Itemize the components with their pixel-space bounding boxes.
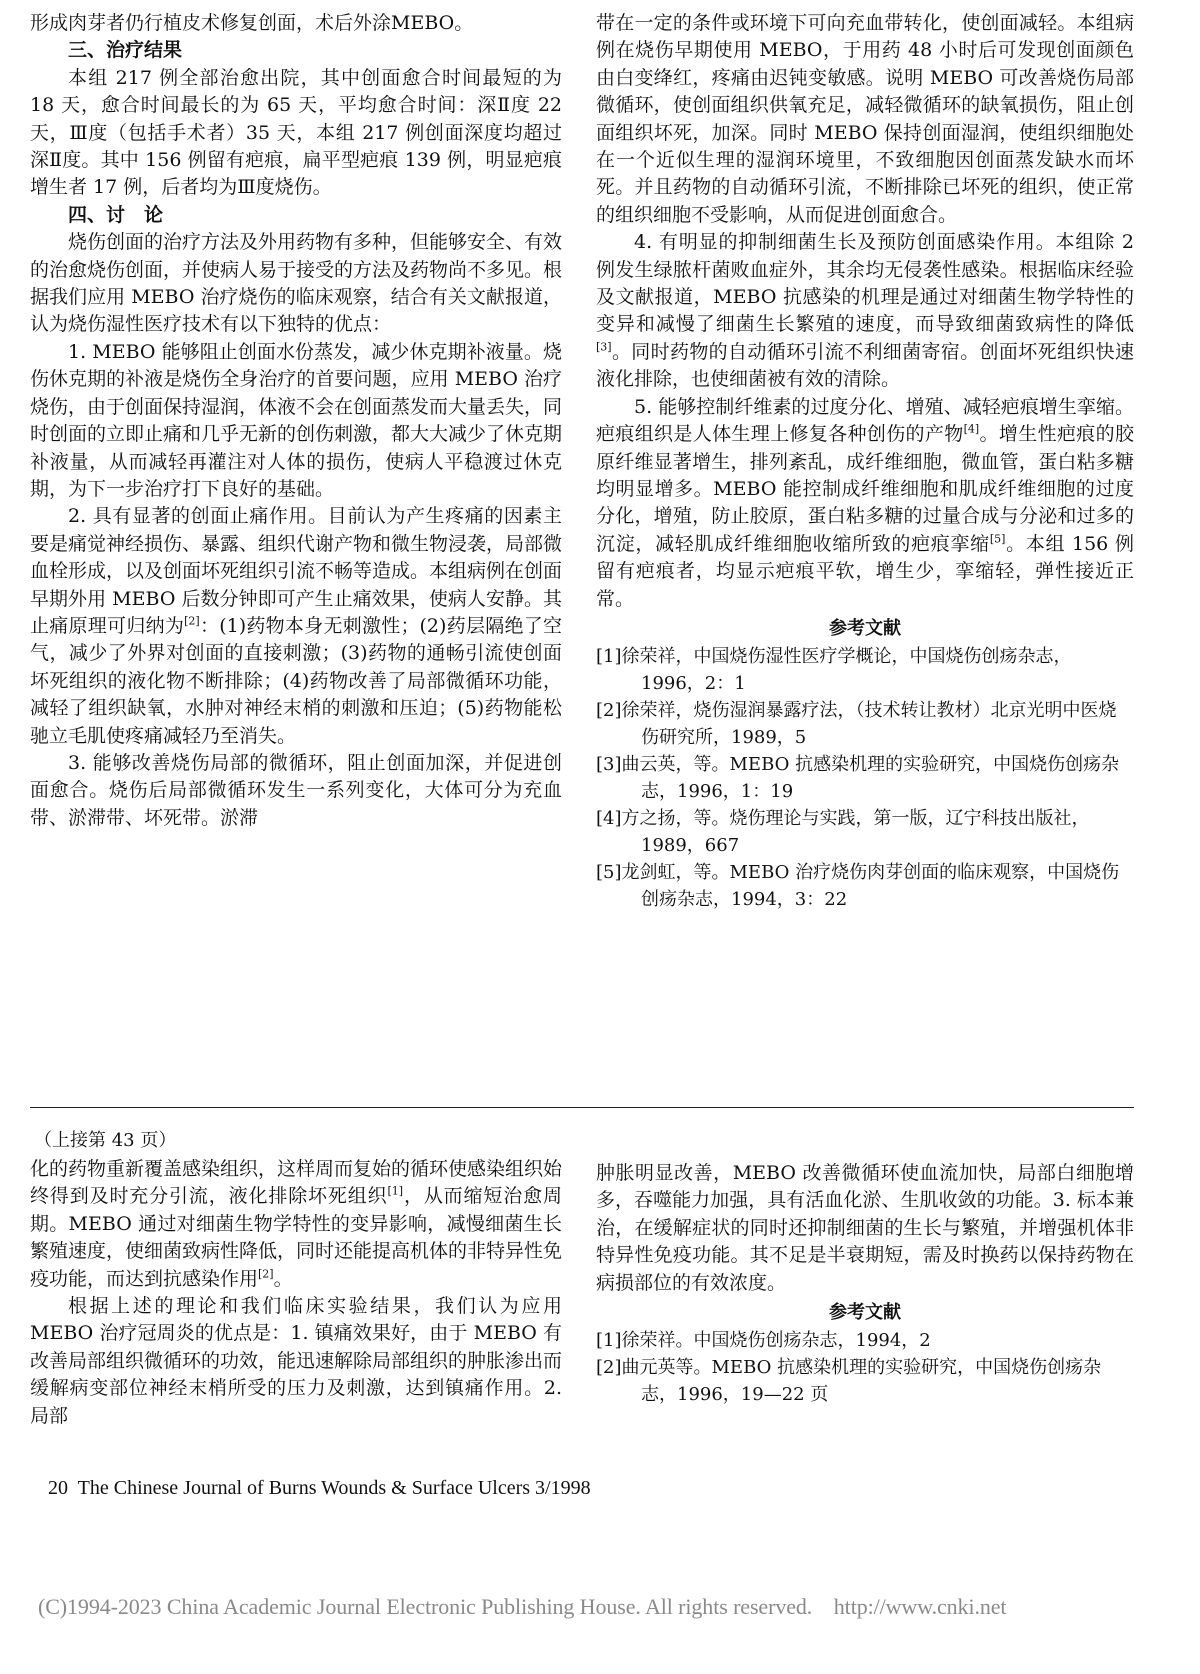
body-paragraph [30, 503, 562, 750]
text-run: 2. 具有显著的创面止痛作用。目前认为产生疼痛的因素主要是痛觉神经损伤、暴露、组织代谢产物和微生物浸袭，局部微血栓形成，以及创面坏死组织引流不畅等造成。本组病例在创面早期外用 MEBO 后数分钟即可产生止痛效果，使病人安静。其止痛原理可归纳为 [30, 505, 563, 637]
reference-item: [5]龙剑虹，等。MEBO 治疗烧伤肉芽创面的临床观察，中国烧伤创疡杂志，1994，3：22 [596, 862, 1120, 911]
citation-marker: [3] [596, 340, 612, 354]
body-paragraph: 3. 能够改善烧伤局部的微循环，阻止创面加深，并促进创面愈合。烧伤后局部微循环发生一系列变化，大体可分为充血带、淤滞带、坏死带。淤滞 [30, 751, 562, 829]
text-run: ，从而缩短治愈周期。MEBO 通过对细菌生物学特性的变异影响，减慢细菌生长繁殖速度，使细菌致病性降低，同时还能提高机体的非特异性免疫功能，而达到抗感染作用 [30, 1185, 563, 1290]
section-heading: 四、讨 论 [68, 203, 164, 226]
continued-from-note: （上接第 43 页） [34, 1130, 177, 1151]
references-heading: 参考文献 [829, 1302, 901, 1324]
body-paragraph: 烧伤创面的治疗方法及外用药物有多种，但能够安全、有效的治愈烧伤创面，并使病人易于接受的方法及药物尚不多见。根据我们应用 MEBO 治疗烧伤的临床观察，结合有关文献报道，认为烧伤湿性医疗技术有以下独特的优点： [30, 231, 563, 336]
body-paragraph: 带在一定的条件或环境下可向充血带转化，使创面减轻。本组病例在烧伤早期使用 MEBO，于用药 48 小时后可发现创面颜色由白变绛红，疼痛由迟钝变敏感。说明 MEBO 可改善烧伤局部微循环，使创面组织供氧充足，减轻微循环的缺氧损伤，阻止创面组织坏死，加深。同时 MEBO 保持创面湿润，使组织细胞处在一个近似生理的湿润环境里，不致细胞因创面蒸发缺水而坏死。并且药物的自动循环引流，不断排除已坏死的组织，使正常的组织细胞不受影响，从而促进创面愈合。 [596, 12, 1134, 226]
body-paragraph: 形成肉芽者仍行植皮术修复创面，术后外涂MEBO。 [30, 12, 474, 34]
reference-item: [2]曲元英等。MEBO 抗感染机理的实验研究，中国烧伤创疡杂志，1996，19—22 页 [596, 1357, 1102, 1406]
continued-column-right [596, 1160, 1134, 1408]
reference-item: [2]徐荣祥，烧伤湿润暴露疗法，（技术转让教材）北京光明中医烧伤研究所，1989，5 [596, 700, 1117, 749]
body-paragraph [596, 394, 1134, 613]
citation-marker: [5] [989, 532, 1006, 546]
article-column-right [596, 10, 1134, 913]
citation-marker: [4] [963, 422, 980, 436]
references-heading: 参考文献 [829, 617, 901, 639]
reference-item: [4]方之扬，等。烧伤理论与实践，第一版，辽宁科技出版社，1989，667 [596, 808, 1090, 857]
copyright-notice: (C)1994-2023 China Academic Journal Electronic Publishing House. All rights reserved. http://www.cnki.net [38, 1594, 1007, 1619]
section-heading: 三、治疗结果 [68, 39, 183, 62]
text-run: 。同时药物的自动循环引流不利细菌寄宿。创面坏死组织快速液化排除，也使细菌被有效的清除。 [596, 340, 1134, 391]
reference-item: [3]曲云英，等。MEBO 抗感染机理的实验研究，中国烧伤创疡杂志，1996，1：19 [596, 754, 1120, 803]
text-run: 4. 有明显的抑制细菌生长及预防创面感染作用。本组除 2 例发生绿脓杆菌败血症外，其余均无侵袭性感染。根据临床经验及文献报道，MEBO 抗感染的机理是通过对细菌生物学特性的变异和减慢了细菌生长繁殖的速度，而导致细菌致病性的降低 [596, 231, 1134, 336]
body-paragraph: 1. MEBO 能够阻止创面水份蒸发，减少休克期补液量。烧伤休克期的补液是烧伤全身治疗的首要问题，应用 MEBO 治疗烧伤，由于创面保持湿润，体液不会在创面蒸发而大量丢失，同时创面的立即止痛和几乎无新的创伤刺激，都大大减少了休克期补液量，从而减轻再灌注对人体的损伤，使病人平稳渡过休克期，为下一步治疗打下良好的基础。 [30, 340, 563, 500]
citation-marker: [1] [387, 1185, 404, 1199]
reference-item: [1]徐荣祥，中国烧伤湿性医疗学概论，中国烧伤创疡杂志，1996，2：1 [596, 646, 1072, 695]
text-run: 。 [273, 1267, 293, 1290]
citation-marker: [2] [184, 614, 200, 628]
article-column-left [30, 10, 562, 832]
reference-list [596, 1327, 1134, 1408]
body-paragraph: 肿胀明显改善，MEBO 改善微循环使血流加快，局部白细胞增多，吞噬能力加强，具有活血化淤、生肌收敛的功能。3. 标本兼治，在缓解症状的同时还抑制细菌的生长与繁殖，并增强机体非特异性免疫功能。其不足是半衰期短，需及时换药以保持药物在病损部位的有效浓度。 [596, 1162, 1134, 1294]
body-paragraph: 根据上述的理论和我们临床实验结果，我们认为应用 MEBO 治疗冠周炎的优点是：1. 镇痛效果好，由于 MEBO 有改善局部组织微循环的功效，能迅速解除局部组织的肿胀渗出而缓解病变部位神经末梢所受的压力及刺激，达到镇痛作用。2. 局部 [30, 1295, 563, 1427]
text-run: ：(1)药物本身无刺激性；(2)药层隔绝了空气，减少了外界对创面的直接刺激；(3)药物的通畅引流使创面坏死组织的液化物不断排除；(4)药物改善了局部微循环功能，减轻了组织缺氧，水肿对神经末梢的刺激和压迫；(5)药物能松驰立毛肌使疼痛减轻乃至消失。 [30, 614, 562, 747]
reference-item: [1]徐荣祥。中国烧伤创疡杂志，1994，2 [596, 1330, 931, 1352]
body-paragraph [596, 229, 1134, 393]
body-paragraph: 本组 217 例全部治愈出院，其中创面愈合时间最短的为 18 天，愈合时间最长的为 65 天，平均愈合时间：深Ⅱ度 22 天，Ⅲ度（包括手术者）35 天，本组 217 例创面深度均超过深Ⅱ度。其中 156 例留有疤痕，扁平型疤痕 139 例，明显疤痕增生者 17 例，后者均为Ⅲ度烧伤。 [30, 66, 562, 199]
text-run: 化的药物重新覆盖感染组织，这样周而复始的循环使感染组织始终得到及时充分引流，液化排除坏死组织 [30, 1158, 563, 1208]
text-run: 。增生性疤痕的胶原纤维显著增生，排列紊乱，成纤维细胞，微血管，蛋白粘多糖均明显增多。MEBO 能控制成纤维细胞和肌成纤维细胞的过度分化，增殖，防止胶原，蛋白粘多糖的过量合成与分泌和过多的沉淀，减轻肌成纤维细胞收缩所致的疤痕挛缩 [596, 423, 1134, 555]
text-run: 。本组 156 例留有疤痕者，均显示疤痕平软，增生少，挛缩轻，弹性接近正常。 [596, 532, 1134, 610]
page-folio: 20 The Chinese Journal of Burns Wounds & Surface Ulcers 3/1998 [48, 1477, 591, 1499]
reference-list [596, 643, 1134, 913]
body-paragraph [30, 1156, 562, 1293]
text-run: 5. 能够控制纤维素的过度分化、增殖、减轻疤痕增生挛缩。疤痕组织是人体生理上修复各种创伤的产物 [596, 395, 1134, 446]
citation-marker: [2] [258, 1267, 274, 1281]
section-divider [30, 1107, 1134, 1108]
continued-column-left [30, 1156, 562, 1430]
